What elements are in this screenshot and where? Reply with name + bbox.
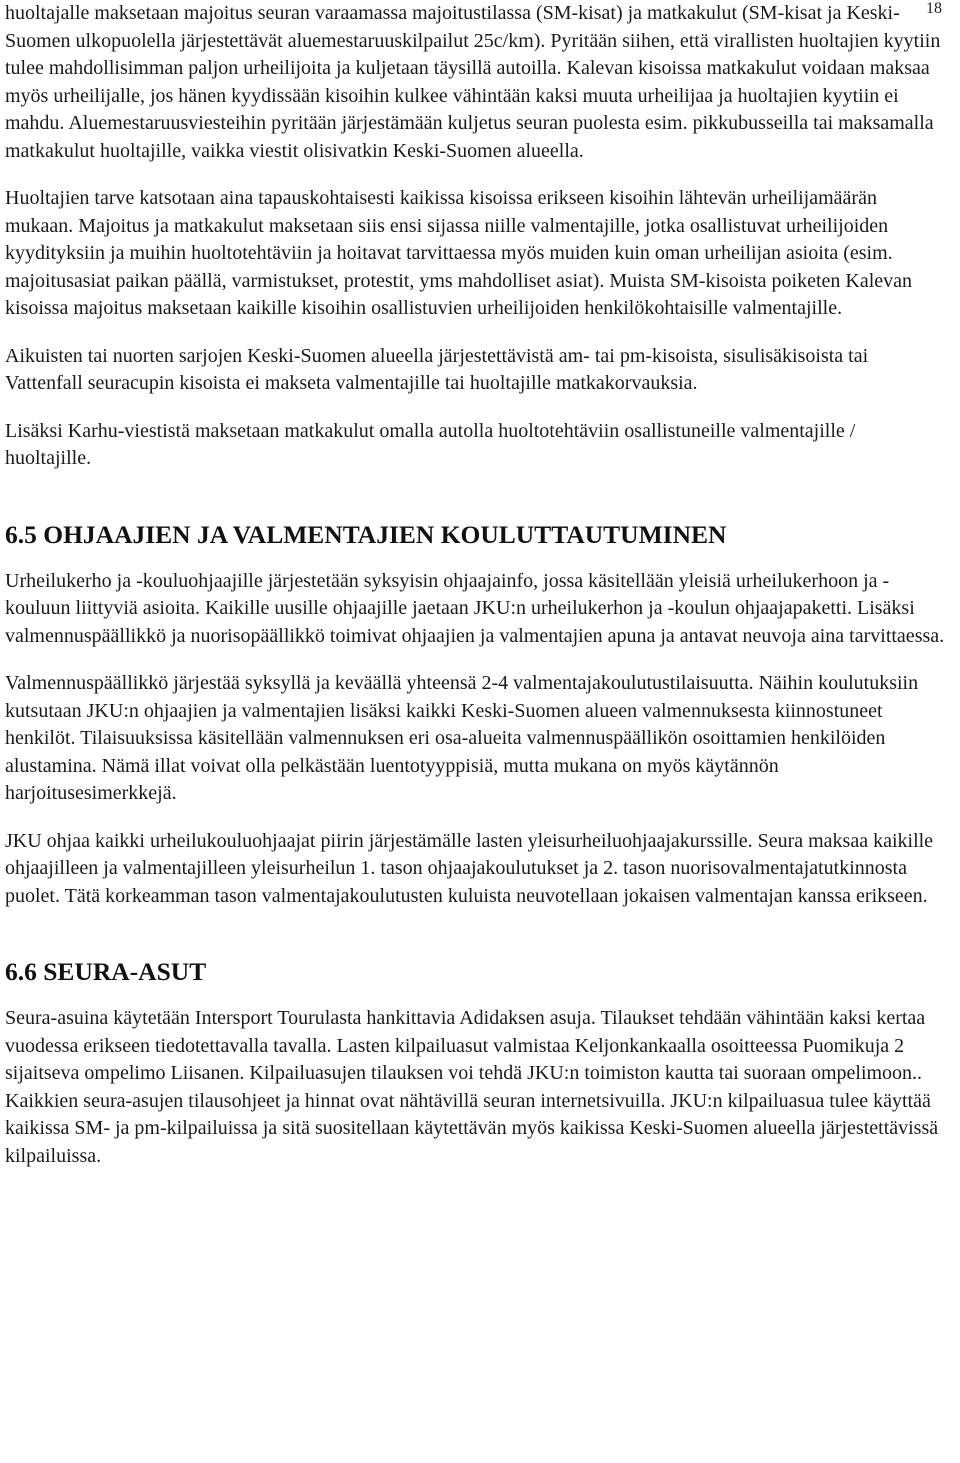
paragraph-coach-info: Urheilukerho ja -kouluohjaajille järjestetään syksyisin ohjaajainfo, jossa käsitellään yleisiä urheilukerhoon ja -kouluun liittyviä asioita. Kaikille uusille ohjaajille jaetaan JKU:n urheilukerhon ja -koulun ohjaajapaketti. Lisäksi valmennuspäällikkö ja nuorisopäällikkö toimivat ohjaajien ja valmentajien apuna ja antavat neuvoja aina tarvittaessa. <box>5 569 945 647</box>
paragraph-coach-courses: JKU ohjaa kaikki urheilukouluohjaajat piirin järjestämälle lasten yleisurheiluohjaajakurssille. Seura maksaa kaikille ohjaajilleen ja valmentajilleen yleisurheilun 1. tason ohjaajakoulutukset ja 2. tason nuorisovalmentajatutkinnosta puolet. Tätä korkeamman tason valmentajakoulutusten kuluista neuvotellaan jokaisen valmentajan kanssa erikseen. <box>5 829 934 907</box>
section-heading-6-5: 6.5 OHJAAJIEN JA VALMENTAJIEN KOULUTTAUTUMINEN <box>5 519 727 549</box>
section-6-6 <box>5 956 945 1170</box>
paragraph-coach-training-events: Valmennuspäällikkö järjestää syksyllä ja keväällä yhteensä 2-4 valmentajakoulutustilaisuutta. Näihin koulutuksiin kutsutaan JKU:n ohjaajien ja valmentajien lisäksi kaikki Keski-Suomen alueen valmennuksesta kiinnostuneet henkilöt. Tilaisuuksissa käsitellään valmennuksen eri osa-alueita valmennuspäällikön osoittamien henkilöiden alustamina. Nämä illat voivat olla pelkästään luentotyyppisiä, mutta mukana on myös käytännön harjoitusesimerkkejä. <box>5 672 919 804</box>
paragraph-caretaker-needs: Huoltajien tarve katsotaan aina tapauskohtaisesti kaikissa kisoissa erikseen kisoihin lähtevän urheilijamäärän mukaan. Majoitus ja matkakulut maksetaan siis ensi sijassa niille valmentajille, jotka osallistuvat urheilijoiden kyydityksiin ja muihin huoltotehtäviin ja hoitavat tarvittaessa myös muiden kuin oman urheilijan asioita (esim. majoitusasiat paikan päällä, varmistukset, protestit, yms mahdolliset asiat). Muista SM-kisoista poiketen Kalevan kisoissa majoitus maksetaan kaikille kisoihin osallistuvien urheilijoiden henkilökohtaisille valmentajille. <box>5 187 913 319</box>
paragraph-karhu-relay: Lisäksi Karhu-viestistä maksetaan matkakulut omalla autolla huoltotehtäviin osallistuneille valmentajille / huoltajille. <box>5 419 856 469</box>
page-number: 18 <box>926 0 942 17</box>
section-heading-6-6: 6.6 SEURA-ASUT <box>5 957 207 986</box>
document-page <box>5 0 945 1463</box>
paragraph-travel-costs: huoltajalle maksetaan majoitus seuran varaamassa majoitustilassa (SM-kisat) ja matkakulut (SM-kisat ja Keski-Suomen ulkopuolella järjestettävät aluemestaruuskilpailut 25c/km). Pyritään siihen, että virallisten huoltajien kyytiin tulee mahdollisimman paljon urheilijoita ja kuljetaan täysillä autoilla. Kalevan kisoissa matkakulut voidaan maksaa myös urheilijalle, jos hänen kyydissään kisoihin kulkee vähintään kaksi muuta urheilijaa ja huoltajien kyytiin ei mahdu. Aluemestaruusviesteihin pyritään järjestämään kuljetus seuran puolesta esim. pikkubusseilla tai maksamalla matkakulut huoltajille, vaikka viestit olisivatkin Keski-Suomen alueella. <box>5 2 941 162</box>
section-6-5 <box>5 519 945 911</box>
paragraph-club-uniforms: Seura-asuina käytetään Intersport Tourulasta hankittavia Adidaksen asuja. Tilaukset tehdään vähintään kaksi kertaa vuodessa erikseen tiedotettavalla tavalla. Lasten kilpailuasut valmistaa Keljonkankaalla osoitteessa Puomikuja 2 sijaitseva ompelimo Liisanen. Kilpailuasujen tilauksen voi tehdä JKU:n toimiston kautta tai suoraan ompelimoon.. Kaikkien seura-asujen tilausohjeet ja hinnat ovat nähtävillä seuran internetsivuilla. JKU:n kilpailuasua tulee käyttää kaikissa SM- ja pm-kilpailuissa ja sitä suositellaan käytettävän myös kaikissa Keski-Suomen alueella järjestettävissä kilpailuissa. <box>5 1007 939 1167</box>
section-travel-costs <box>5 0 945 473</box>
paragraph-no-compensation: Aikuisten tai nuorten sarjojen Keski-Suomen alueella järjestettävistä am- tai pm-kisoista, sisulisäkisoista tai Vattenfall seuracupin kisoista ei makseta valmentajille tai huoltajille matkakorvauksia. <box>5 344 869 394</box>
